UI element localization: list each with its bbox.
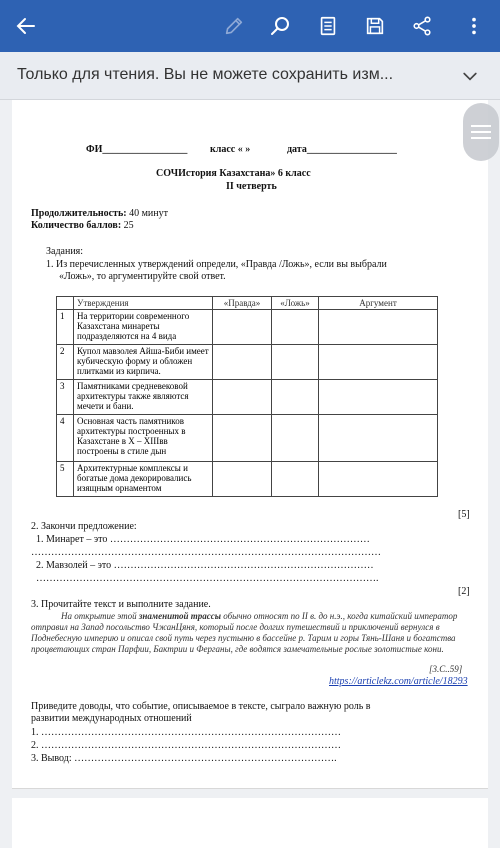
table-row <box>57 462 438 497</box>
doc-title: СОЧИстория Казахстана» 6 класс <box>156 168 311 179</box>
answer-line-2: 2. ……………………………………………………………………………… <box>31 740 341 751</box>
row-number: 4 <box>57 415 74 462</box>
score-5: [5] <box>458 509 470 520</box>
true-cell[interactable] <box>213 462 272 497</box>
next-page[interactable] <box>12 798 488 848</box>
task1-line2: «Ложь», то аргументируйте свой ответ. <box>59 271 226 282</box>
false-cell[interactable] <box>272 415 319 462</box>
table-row <box>57 380 438 415</box>
true-cell[interactable] <box>213 345 272 380</box>
table-row <box>57 345 438 380</box>
answer-line-conclusion: 3. Вывод: ……………………………………………………………………. <box>31 753 337 764</box>
col-true: «Правда» <box>213 297 272 310</box>
true-cell[interactable] <box>213 380 272 415</box>
answer-line-1: 1. ……………………………………………………………………………… <box>31 727 341 738</box>
row-statement: На территории современного Казахстана минареты подразделяются на 4 вида <box>74 310 213 345</box>
task2-line2: …………………………………………………………………………………………… <box>31 547 381 558</box>
task3-question-line2: развитии международных отношений <box>31 713 192 724</box>
task3-title: 3. Прочитайте текст и выполните задание. <box>31 599 211 610</box>
score-2: [2] <box>458 586 470 597</box>
task2-line4: …………………………………………………………………………………………. <box>36 573 379 584</box>
save-icon[interactable] <box>361 12 389 40</box>
task2-line1: 1. Минарет – это …………………………………………………………………… <box>36 534 370 545</box>
document-page[interactable] <box>12 100 488 789</box>
row-number: 3 <box>57 380 74 415</box>
table-header-row <box>57 297 438 310</box>
source-reference: [3.С..59] <box>429 664 463 674</box>
col-false: «Ложь» <box>272 297 319 310</box>
header-fi: ФИ_________________ <box>86 144 188 155</box>
col-number <box>57 297 74 310</box>
false-cell[interactable] <box>272 462 319 497</box>
task3-question-line1: Приведите доводы, что событие, описываемое в тексте, сыграло важную роль в <box>31 701 371 712</box>
row-statement: Купол мавзолея Айша-Биби имеет кубическую форму и обложен плитками из кирпича. <box>74 345 213 380</box>
task3-passage: На открытие этой знаменитой трассы обычно относят по II в. до н.э., когда китайский император отправил на Запад посольство ЧжанЦяня, который после долгих путешествий и приключений вернулся в Поднебесную империю и описал свой путь через пустыню в бассейне р. Тарим и горы Тянь-Шаня и богатства процветающих стран Парфии, Бактрии и Ферганы, где водятся замечательные рослые золотистые кони. <box>31 611 458 654</box>
argument-cell[interactable] <box>319 310 438 345</box>
app-toolbar <box>0 0 500 52</box>
task2-line3: 2. Мавзолей – это …………………………………………………………………… <box>36 560 374 571</box>
argument-cell[interactable] <box>319 380 438 415</box>
doc-subtitle: II четверть <box>226 181 277 192</box>
argument-cell[interactable] <box>319 415 438 462</box>
task1-line1: 1. Из перечисленных утверждений определи, «Правда /Ложь», если вы выбрали <box>46 259 387 270</box>
false-cell[interactable] <box>272 345 319 380</box>
col-argument: Аргумент <box>319 297 438 310</box>
row-statement: Основная часть памятников архитектуры построенных в Казахстане в X – XIIIвв построены в стиле дын <box>74 415 213 462</box>
arrow-left-icon[interactable] <box>12 12 40 40</box>
table-row <box>57 415 438 462</box>
chevron-down-icon[interactable] <box>460 66 480 86</box>
true-cell[interactable] <box>213 415 272 462</box>
row-number: 2 <box>57 345 74 380</box>
row-number: 5 <box>57 462 74 497</box>
scroll-handle[interactable] <box>463 103 499 161</box>
source-link[interactable]: https://articlekz.com/article/18293 <box>329 676 468 687</box>
false-cell[interactable] <box>272 310 319 345</box>
statements-table <box>56 296 438 497</box>
read-only-text: Только для чтения. Вы не можете сохранить изм... <box>17 66 394 83</box>
pencil-icon[interactable] <box>220 12 248 40</box>
argument-cell[interactable] <box>319 345 438 380</box>
row-statement: Памятниками средневековой архитектуры также являются мечети и бани. <box>74 380 213 415</box>
share-icon[interactable] <box>408 12 436 40</box>
header-class: класс « » <box>210 144 251 155</box>
document-icon[interactable] <box>314 12 342 40</box>
search-icon[interactable] <box>267 12 295 40</box>
row-number: 1 <box>57 310 74 345</box>
table-row <box>57 310 438 345</box>
tasks-label: Задания: <box>46 246 84 257</box>
row-statement: Архитектурные комплексы и богатые дома декорировались изящным орнаментом <box>74 462 213 497</box>
read-only-banner[interactable] <box>0 52 500 100</box>
argument-cell[interactable] <box>319 462 438 497</box>
points: Количество баллов: 25 <box>31 220 134 231</box>
task2-title: 2. Закончи предложение: <box>31 521 137 532</box>
more-vertical-icon[interactable] <box>460 12 488 40</box>
col-statements: Утверждения <box>74 297 213 310</box>
false-cell[interactable] <box>272 380 319 415</box>
header-date: дата__________________ <box>287 144 397 155</box>
duration: Продолжительность: 40 минут <box>31 208 168 219</box>
true-cell[interactable] <box>213 310 272 345</box>
